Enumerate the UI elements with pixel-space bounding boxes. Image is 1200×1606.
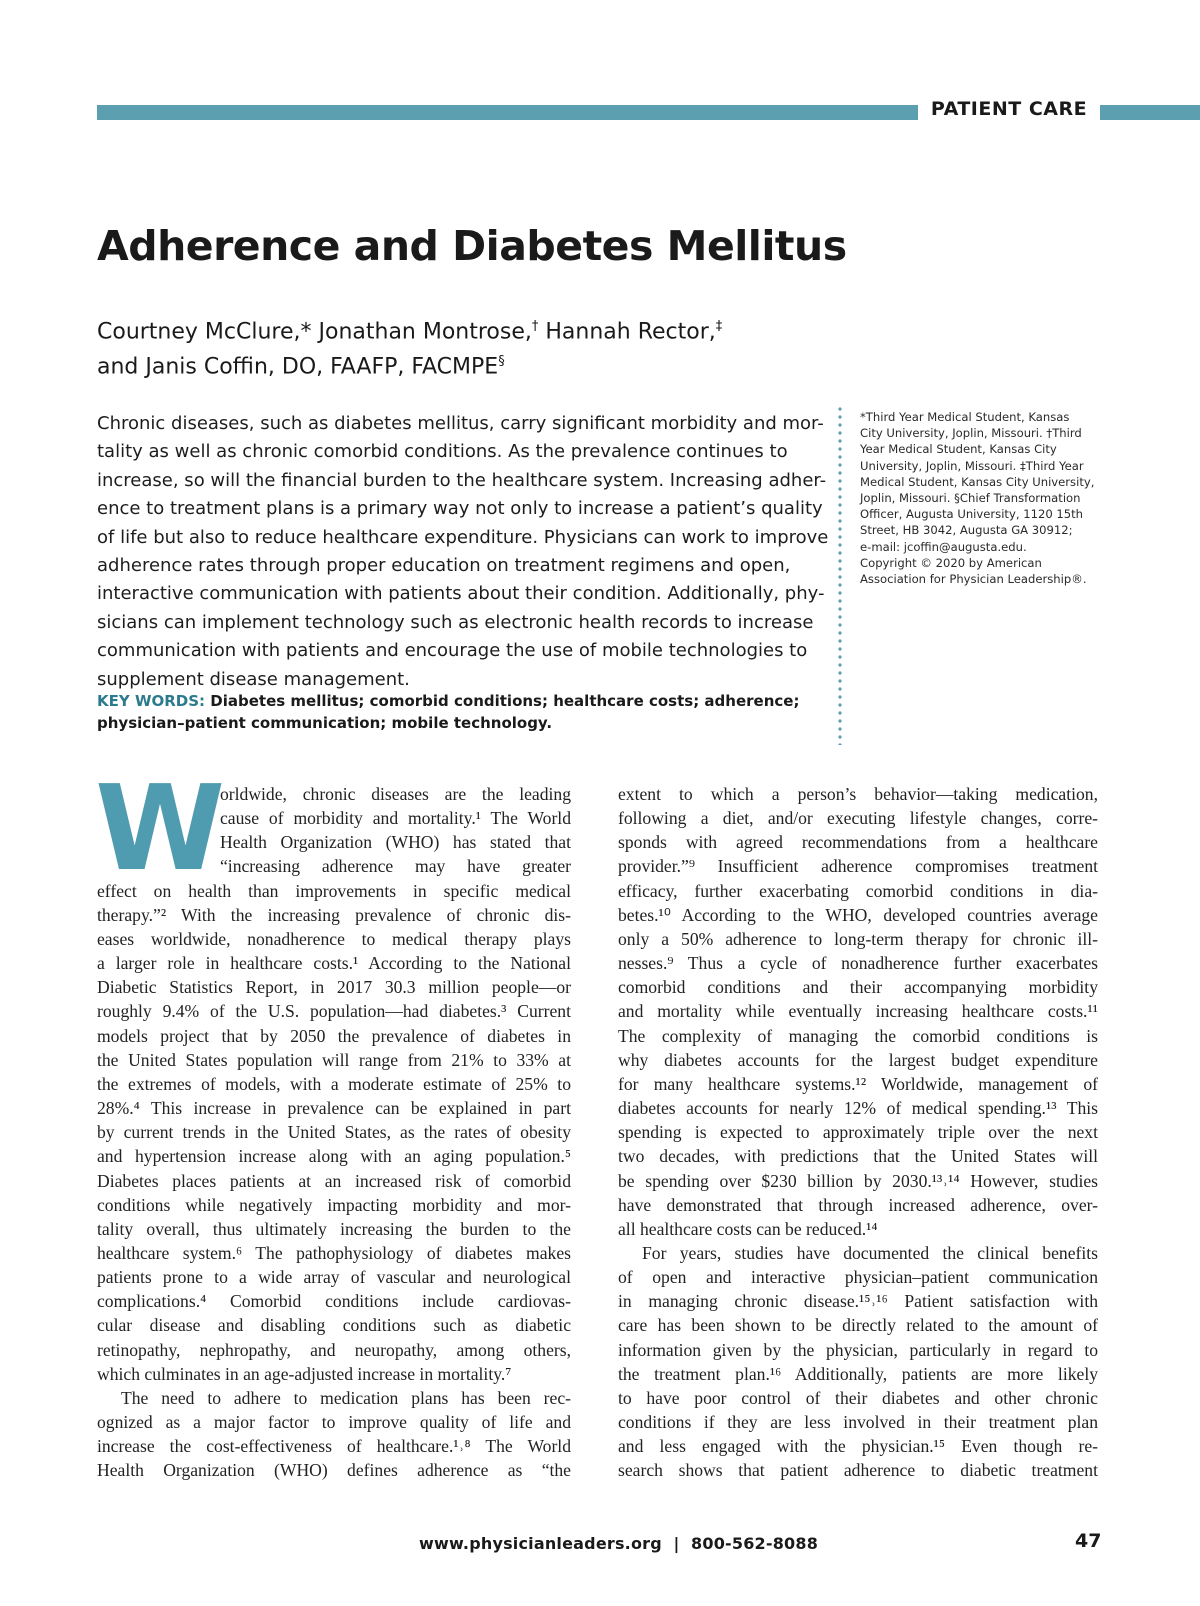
affiliation-line: Medical Student, Kansas City University,	[860, 474, 1095, 489]
body-line: orldwide, chronic diseases are the leading	[220, 784, 571, 804]
body-line: two decades, with predictions that the United States will	[618, 1146, 1098, 1167]
body-line: Health Organization (WHO) defines adherence as “the	[97, 1460, 571, 1481]
body-line: following a diet, and/or executing lifestyle changes, corre-	[618, 808, 1098, 829]
body-line: the United States population will range from 21% to 33% at	[97, 1049, 571, 1070]
body-line: 28%.⁴ This increase in prevalence can be explained in part	[97, 1098, 571, 1119]
body-line: for many healthcare systems.¹² Worldwide, management of	[618, 1073, 1098, 1094]
author-line-2: and Janis Coffin, DO, FAAFP, FACMPE§	[97, 354, 505, 380]
author-line-1: Courtney McClure,* Jonathan Montrose,† Hannah Rector,‡	[97, 319, 723, 345]
body-line: efficacy, further exacerbating comorbid conditions in dia-	[618, 880, 1098, 901]
drop-cap: W	[95, 759, 226, 897]
affiliation-line: Officer, Augusta University, 1120 15th	[860, 507, 1084, 522]
body-line: tality overall, thus ultimately increasing the burden to the	[97, 1218, 571, 1239]
affiliation-line: Joplin, Missouri. §Chief Transformation	[860, 491, 1081, 506]
body-line: conditions if they are less involved in their treatment plan	[618, 1412, 1098, 1433]
body-line: The complexity of managing the comorbid conditions is	[618, 1025, 1098, 1046]
body-line: provider.”⁹ Insufficient adherence compromises treatment	[618, 856, 1098, 877]
body-line: diabetes accounts for nearly 12% of medical spending.¹³ This	[618, 1098, 1098, 1119]
body-line: of open and interactive physician–patient communication	[618, 1267, 1098, 1288]
abstract-line: adherence rates through proper education on treatment regimens and open,	[97, 555, 791, 577]
body-line: eases worldwide, nonadherence to medical therapy plays	[97, 928, 571, 949]
body-line: complications.⁴ Comorbid conditions include cardiovas-	[97, 1291, 571, 1312]
keywords-label: KEY WORDS:	[97, 692, 206, 710]
keywords-line-2: physician–patient communication; mobile technology.	[97, 714, 553, 732]
body-line: therapy.”² With the increasing prevalence of chronic dis-	[97, 904, 571, 925]
body-line: Health Organization (WHO) has stated that	[220, 832, 571, 853]
body-line: roughly 9.4% of the U.S. population—had diabetes.³ Current	[97, 1001, 571, 1022]
body-line: conditions while negatively impacting morbidity and mor-	[97, 1194, 571, 1215]
body-line: information given by the physician, particularly in regard to	[618, 1339, 1098, 1360]
affiliations	[860, 409, 1100, 587]
affiliation-line: e-mail: jcoffin@augusta.edu.	[860, 539, 1027, 554]
body-line: search shows that patient adherence to diabetic treatment	[618, 1460, 1098, 1481]
body-line: The need to adhere to medication plans has been rec-	[121, 1387, 571, 1408]
body-line: Diabetic Statistics Report, in 2017 30.3 million people—or	[97, 977, 571, 998]
keywords	[97, 690, 817, 734]
abstract	[97, 410, 829, 694]
author-list	[97, 312, 857, 383]
affiliation-line: Association for Physician Leadership®.	[860, 572, 1087, 587]
body-line: healthcare system.⁶ The pathophysiology of diabetes makes	[97, 1242, 571, 1263]
abstract-line: interactive communication with patients about their condition. Additionally, phy-	[97, 583, 825, 605]
body-column-2	[618, 782, 1098, 1483]
body-line: comorbid conditions and their accompanying morbidity	[618, 977, 1098, 998]
body-line: the extremes of models, with a moderate estimate of 25% to	[97, 1073, 571, 1094]
body-line: be spending over $230 billion by 2030.¹³˒¹⁴ However, studies	[618, 1170, 1098, 1191]
body-line: nesses.⁹ Thus a cycle of nonadherence further exacerbates	[618, 953, 1098, 974]
body-line: have demonstrated that through increased adherence, over-	[618, 1194, 1098, 1215]
body-line: and less engaged with the physician.¹⁵ Even though re-	[618, 1436, 1098, 1457]
body-line: increase the cost-effectiveness of healthcare.¹˒⁸ The World	[97, 1436, 571, 1457]
header-rule-right	[1100, 105, 1200, 120]
body-line: extent to which a person’s behavior—taking medication,	[618, 784, 1098, 804]
body-line: cause of morbidity and mortality.¹ The World	[220, 808, 571, 829]
body-line: and hypertension increase along with an aging population.⁵	[97, 1146, 571, 1167]
page-number: 47	[1075, 1530, 1102, 1552]
affiliation-line: Year Medical Student, Kansas City	[860, 442, 1057, 457]
body-line: in managing chronic disease.¹⁵˒¹⁶ Patient satisfaction with	[618, 1291, 1098, 1312]
body-line: a larger role in healthcare costs.¹ According to the National	[97, 953, 571, 974]
body-line: the treatment plan.¹⁶ Additionally, patients are more likely	[618, 1363, 1098, 1384]
header-rule-left	[97, 105, 918, 120]
body-line: Diabetes places patients at an increased risk of comorbid	[97, 1170, 571, 1191]
abstract-line: communication with patients and encourage the use of mobile technologies to	[97, 640, 808, 662]
abstract-line: ence to treatment plans is a primary way not only to increase a patient’s quality	[97, 498, 823, 520]
body-line: care has been shown to be directly related to the amount of	[618, 1315, 1098, 1336]
body-line: ognized as a major factor to improve quality of life and	[97, 1412, 571, 1433]
affiliation-line: *Third Year Medical Student, Kansas	[860, 410, 1070, 424]
keywords-line-1: KEY WORDS: Diabetes mellitus; comorbid conditions; healthcare costs; adherence;	[97, 692, 800, 710]
body-line: to have poor control of their diabetes and other chronic	[618, 1387, 1098, 1408]
abstract-line: sicians can implement technology such as electronic health records to increase	[97, 611, 814, 633]
footer-site-link[interactable]: www.physicianleaders.org | 800-562-8088	[419, 1534, 819, 1553]
affiliation-line: University, Joplin, Missouri. ‡Third Year	[860, 458, 1084, 473]
body-line: which culminates in an age-adjusted increase in mortality.⁷	[97, 1363, 512, 1384]
body-line: betes.¹⁰ According to the WHO, developed countries average	[618, 904, 1098, 925]
article-title: Adherence and Diabetes Mellitus	[97, 222, 847, 270]
abstract-line: tality as well as chronic comorbid conditions. As the prevalence continues to	[97, 441, 788, 463]
body-line: effect on health than improvements in specific medical	[97, 880, 571, 901]
abstract-line: Chronic diseases, such as diabetes mellitus, carry significant morbidity and mor-	[97, 413, 824, 434]
abstract-line: of life but also to reduce healthcare expenditure. Physicians can work to improve	[97, 526, 829, 548]
affiliation-line: Street, HB 3042, Augusta GA 30912;	[860, 523, 1073, 538]
body-line: retinopathy, nephropathy, and neuropathy, among others,	[97, 1339, 571, 1360]
abstract-line: supplement disease management.	[97, 668, 410, 690]
body-line: all healthcare costs can be reduced.¹⁴	[618, 1218, 878, 1239]
body-line: only a 50% adherence to long-term therapy for chronic ill-	[618, 928, 1098, 949]
affiliation-line: City University, Joplin, Missouri. †Third	[860, 426, 1082, 441]
body-line: cular disease and disabling conditions such as diabetic	[97, 1315, 571, 1336]
body-line: patients prone to a wide array of vascular and neurological	[97, 1267, 571, 1288]
body-line: spending is expected to approximately triple over the next	[618, 1122, 1098, 1143]
dotted-divider	[838, 405, 842, 745]
body-line: why diabetes accounts for the largest budget expenditure	[618, 1049, 1098, 1070]
body-line: sponds with agreed recommendations from a healthcare	[618, 832, 1098, 853]
affiliation-line: Copyright © 2020 by American	[860, 555, 1042, 570]
body-line: For years, studies have documented the clinical benefits	[642, 1242, 1098, 1263]
body-column-1	[97, 782, 571, 1483]
section-label: PATIENT CARE	[930, 98, 1088, 120]
body-line: and mortality while eventually increasing healthcare costs.¹¹	[618, 1001, 1098, 1022]
body-line: models project that by 2050 the prevalence of diabetes in	[97, 1025, 571, 1046]
body-line: “increasing adherence may have greater	[220, 856, 571, 877]
body-line: by current trends in the United States, as the rates of obesity	[97, 1122, 571, 1143]
abstract-line: increase, so will the financial burden to the healthcare system. Increasing adher-	[97, 469, 827, 491]
